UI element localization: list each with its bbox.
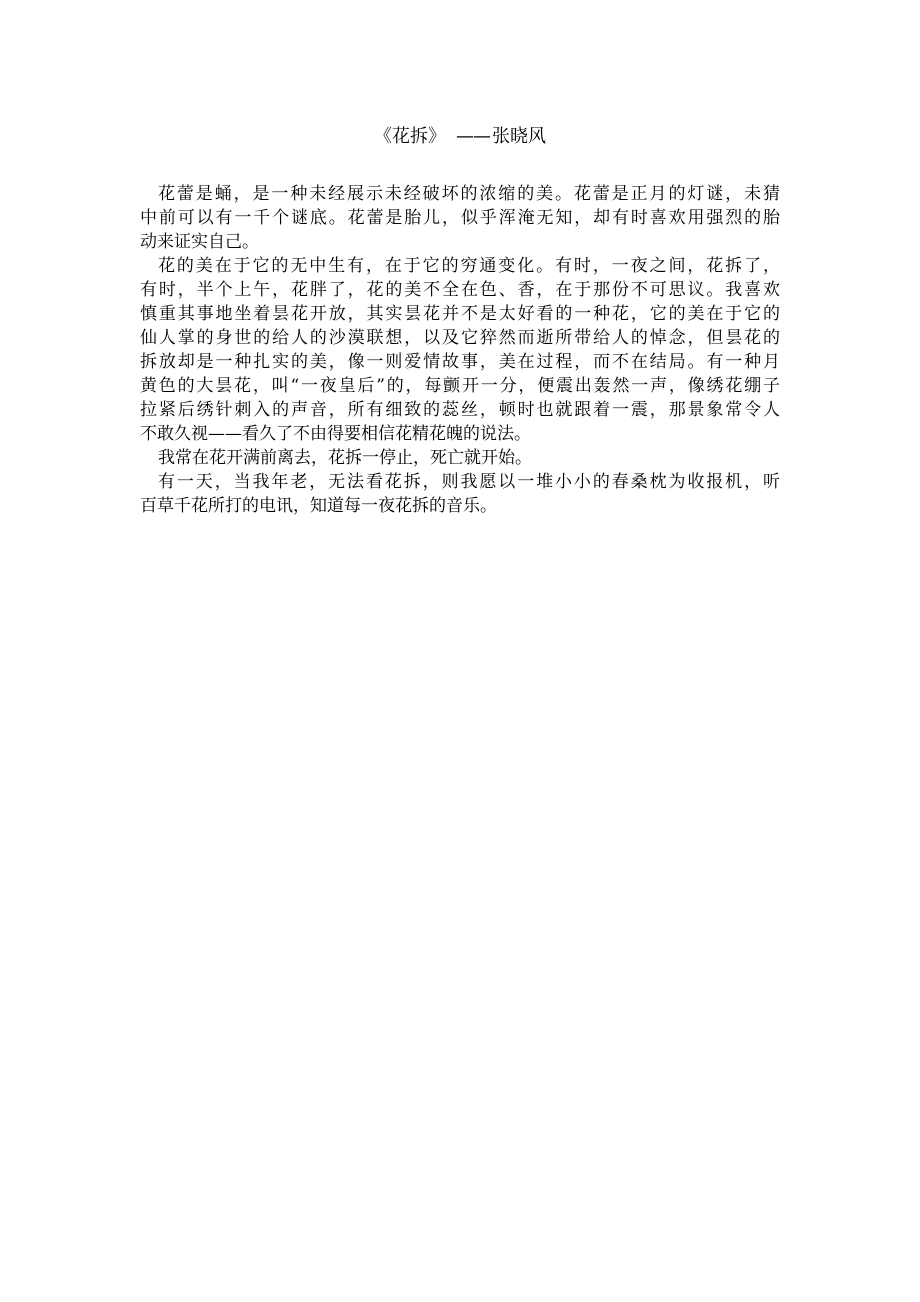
document-body <box>140 182 780 518</box>
paragraph-2-line-6: 黄色的大昙花，叫“一夜皇后”的，每颤开一分，便震出轰然一声，像绣花绷子 <box>140 376 780 396</box>
paragraph-3-line-1: 我常在花开满前离去，花拆一停止，死亡就开始。 <box>158 448 532 468</box>
title-dash: —— <box>456 126 490 147</box>
paragraph-1-line-2: 中前可以有一千个谜底。花蕾是胎儿，似乎浑淹无知，却有时喜欢用强烈的胎 <box>140 208 780 228</box>
paragraph-2-line-4: 仙人掌的身世的给人的沙漠联想，以及它猝然而逝所带给人的悼念，但昙花的 <box>140 328 780 348</box>
paragraph-4-line-1: 有一天，当我年老，无法看花拆，则我愿以一堆小小的春桑枕为收报机，听 <box>158 472 780 492</box>
paragraph-1-line-1: 花蕾是蛹，是一种未经展示未经破坏的浓缩的美。花蕾是正月的灯谜，未猜 <box>158 184 780 204</box>
paragraph-2-line-3: 慎重其事地坐着昙花开放，其实昙花并不是太好看的一种花，它的美在于它的 <box>140 304 780 324</box>
paragraph-2-line-1: 花的美在于它的无中生有，在于它的穷通变化。有时，一夜之间，花拆了， <box>158 256 780 276</box>
paragraph-2-line-8: 不敢久视——看久了不由得要相信花精花魄的说法。 <box>140 424 531 444</box>
paragraph-1-line-3: 动来证实自己。 <box>140 232 259 252</box>
paragraph-2-line-5: 拆放却是一种扎实的美，像一则爱情故事，美在过程，而不在结局。有一种月 <box>140 352 780 372</box>
paragraph-2-line-7: 拉紧后绣针刺入的声音，所有细致的蕊丝，顿时也就跟着一震，那景象常令人 <box>140 400 780 420</box>
paragraph-2-line-2: 有时，半个上午，花胖了，花的美不全在色、香，在于那份不可思议。我喜欢 <box>140 280 780 300</box>
title-author: 张晓风 <box>492 126 546 147</box>
title-work: 《花拆》 <box>374 126 446 147</box>
paragraph-4-line-2: 百草千花所打的电讯，知道每一夜花拆的音乐。 <box>140 496 497 516</box>
document-title <box>0 124 920 150</box>
